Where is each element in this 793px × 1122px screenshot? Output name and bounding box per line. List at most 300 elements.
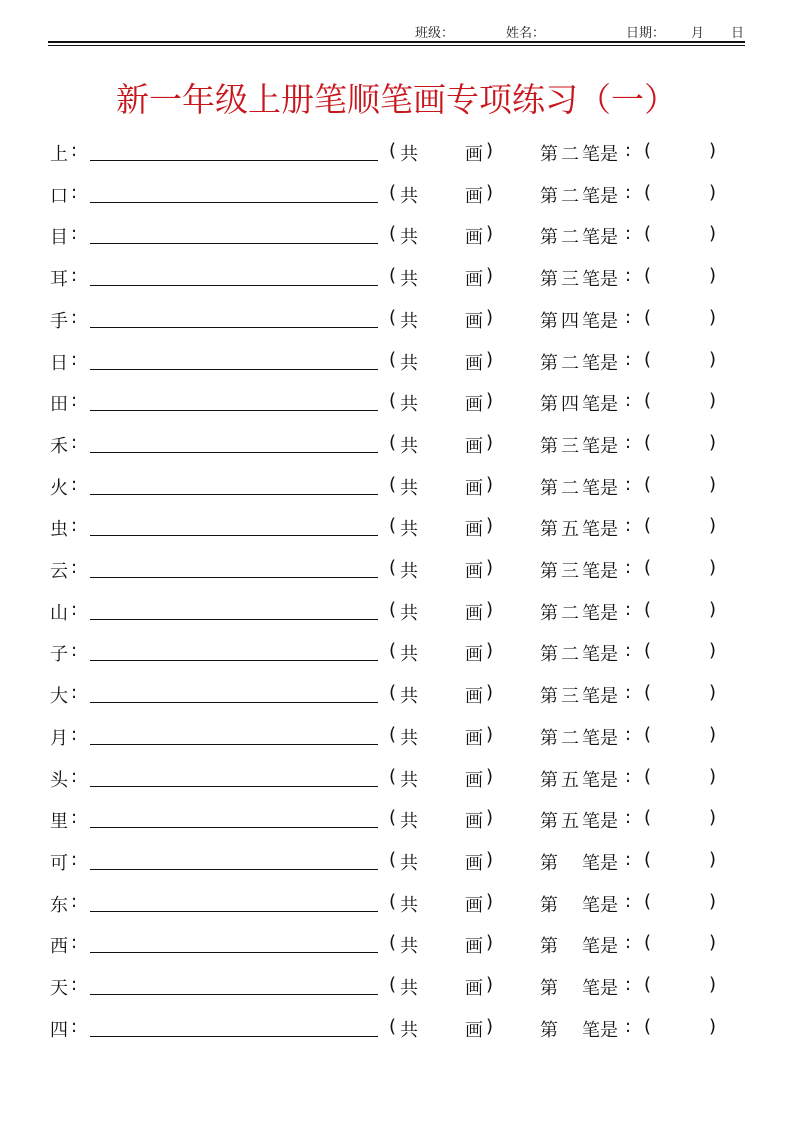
answer-colon: : [625, 890, 632, 912]
total-label: 共 [400, 561, 418, 582]
open-paren: ( [389, 140, 397, 161]
colon: : [71, 848, 78, 870]
character-label: 口 [50, 185, 68, 207]
answer-colon: : [625, 974, 632, 995]
exercise-row [0, 930, 793, 960]
answer-close-paren: ) [709, 223, 717, 245]
stroke-is-label: 笔是 [582, 811, 618, 833]
open-paren: ( [389, 598, 397, 620]
close-paren: ) [486, 598, 494, 620]
stroke-ordinal: 五 [561, 769, 579, 791]
open-paren: ( [389, 390, 397, 412]
exercise-row [0, 180, 793, 210]
nth-label: 第 [540, 1019, 558, 1041]
close-paren: ) [486, 557, 494, 578]
answer-close-paren: ) [709, 515, 717, 537]
colon: : [71, 765, 78, 787]
answer-colon: : [625, 848, 632, 870]
stroke-is-label: 笔是 [582, 519, 618, 541]
nth-label: 第 [540, 686, 558, 708]
open-paren: ( [389, 974, 397, 995]
answer-close-paren: ) [709, 890, 717, 912]
nth-label: 第 [540, 144, 558, 165]
stroke-order-blank[interactable] [90, 202, 378, 203]
stroke-ordinal: 二 [561, 144, 579, 165]
answer-open-paren: ( [644, 890, 652, 912]
nth-label: 第 [540, 227, 558, 249]
answer-close-paren: ) [709, 1015, 717, 1037]
open-paren: ( [389, 682, 397, 704]
answer-open-paren: ( [644, 223, 652, 245]
answer-close-paren: ) [709, 848, 717, 870]
character-label: 可 [50, 852, 68, 874]
answer-close-paren: ) [709, 265, 717, 287]
character-label: 东 [50, 894, 68, 916]
open-paren: ( [389, 848, 397, 870]
exercise-row [0, 138, 793, 168]
answer-close-paren: ) [709, 348, 717, 370]
stroke-ordinal: 五 [561, 519, 579, 541]
stroke-ordinal: 二 [561, 644, 579, 666]
colon: : [71, 598, 78, 620]
answer-close-paren: ) [709, 181, 717, 203]
total-label: 共 [400, 310, 418, 332]
stroke-ordinal: 二 [561, 727, 579, 749]
nth-label: 第 [540, 519, 558, 541]
colon: : [71, 890, 78, 912]
colon: : [71, 181, 78, 203]
stroke-order-blank[interactable] [90, 1036, 378, 1037]
open-paren: ( [389, 932, 397, 954]
close-paren: ) [486, 807, 494, 829]
strokes-label: 画 [465, 852, 483, 874]
answer-colon: : [625, 223, 632, 245]
stroke-order-blank[interactable] [90, 869, 378, 870]
total-label: 共 [400, 435, 418, 457]
character-label: 田 [50, 394, 68, 416]
stroke-is-label: 笔是 [582, 602, 618, 624]
exercise-row [0, 889, 793, 919]
close-paren: ) [486, 890, 494, 912]
exercise-row [0, 680, 793, 710]
colon: : [71, 807, 78, 829]
total-label: 共 [400, 144, 418, 165]
stroke-is-label: 笔是 [582, 144, 618, 165]
close-paren: ) [486, 932, 494, 954]
stroke-order-blank[interactable] [90, 952, 378, 953]
open-paren: ( [389, 765, 397, 787]
open-paren: ( [389, 473, 397, 495]
nth-label: 第 [540, 352, 558, 374]
answer-close-paren: ) [709, 140, 717, 161]
close-paren: ) [486, 223, 494, 245]
strokes-label: 画 [465, 936, 483, 958]
character-label: 里 [50, 811, 68, 833]
answer-open-paren: ( [644, 765, 652, 787]
answer-open-paren: ( [644, 557, 652, 578]
answer-colon: : [625, 557, 632, 578]
answer-close-paren: ) [709, 306, 717, 328]
close-paren: ) [486, 473, 494, 495]
stroke-ordinal: 二 [561, 227, 579, 249]
nth-label: 第 [540, 727, 558, 749]
stroke-is-label: 笔是 [582, 978, 618, 999]
stroke-order-blank[interactable] [90, 744, 378, 745]
colon: : [71, 306, 78, 328]
exercise-row [0, 1014, 793, 1044]
total-label: 共 [400, 477, 418, 499]
strokes-label: 画 [465, 310, 483, 332]
character-label: 手 [50, 310, 68, 332]
stroke-ordinal: 三 [561, 686, 579, 708]
stroke-ordinal: 二 [561, 352, 579, 374]
answer-colon: : [625, 807, 632, 829]
strokes-label: 画 [465, 352, 483, 374]
answer-colon: : [625, 640, 632, 662]
colon: : [71, 557, 78, 578]
stroke-is-label: 笔是 [582, 185, 618, 207]
stroke-is-label: 笔是 [582, 394, 618, 416]
total-label: 共 [400, 519, 418, 541]
answer-open-paren: ( [644, 431, 652, 453]
stroke-ordinal: 二 [561, 477, 579, 499]
total-label: 共 [400, 978, 418, 999]
stroke-order-blank[interactable] [90, 285, 378, 286]
open-paren: ( [389, 181, 397, 203]
answer-open-paren: ( [644, 140, 652, 161]
nth-label: 第 [540, 644, 558, 666]
character-label: 子 [50, 644, 68, 666]
close-paren: ) [486, 974, 494, 995]
character-label: 云 [50, 561, 68, 582]
open-paren: ( [389, 515, 397, 537]
strokes-label: 画 [465, 227, 483, 249]
character-label: 西 [50, 936, 68, 958]
close-paren: ) [486, 682, 494, 704]
nth-label: 第 [540, 269, 558, 291]
stroke-order-blank[interactable] [90, 452, 378, 453]
open-paren: ( [389, 557, 397, 578]
strokes-label: 画 [465, 602, 483, 624]
answer-close-paren: ) [709, 974, 717, 995]
strokes-label: 画 [465, 644, 483, 666]
page-title: 新一年级上册笔顺笔画专项练习（一） [116, 80, 677, 119]
close-paren: ) [486, 348, 494, 370]
character-label: 耳 [50, 269, 68, 291]
answer-open-paren: ( [644, 640, 652, 662]
character-label: 目 [50, 227, 68, 249]
open-paren: ( [389, 1015, 397, 1037]
answer-close-paren: ) [709, 431, 717, 453]
exercise-row [0, 805, 793, 835]
answer-close-paren: ) [709, 932, 717, 954]
answer-close-paren: ) [709, 682, 717, 704]
stroke-order-blank[interactable] [90, 911, 378, 912]
strokes-label: 画 [465, 894, 483, 916]
name-label: 姓名： [506, 26, 546, 41]
month-label: 月 [691, 26, 705, 41]
stroke-ordinal: 二 [561, 185, 579, 207]
strokes-label: 画 [465, 269, 483, 291]
stroke-is-label: 笔是 [582, 769, 618, 791]
answer-colon: : [625, 306, 632, 328]
nth-label: 第 [540, 561, 558, 582]
nth-label: 第 [540, 894, 558, 916]
colon: : [71, 932, 78, 954]
answer-open-paren: ( [644, 473, 652, 495]
stroke-order-blank[interactable] [90, 410, 378, 411]
answer-open-paren: ( [644, 807, 652, 829]
answer-open-paren: ( [644, 390, 652, 412]
close-paren: ) [486, 265, 494, 287]
stroke-order-blank[interactable] [90, 577, 378, 578]
close-paren: ) [486, 181, 494, 203]
total-label: 共 [400, 852, 418, 874]
character-label: 禾 [50, 435, 68, 457]
exercise-row [0, 972, 793, 1002]
open-paren: ( [389, 723, 397, 745]
colon: : [71, 682, 78, 704]
strokes-label: 画 [465, 144, 483, 165]
stroke-is-label: 笔是 [582, 561, 618, 582]
exercise-row [0, 513, 793, 543]
answer-colon: : [625, 1015, 632, 1037]
answer-colon: : [625, 348, 632, 370]
exercise-row [0, 638, 793, 668]
class-label: 班级： [415, 26, 455, 41]
close-paren: ) [486, 390, 494, 412]
character-label: 日 [50, 352, 68, 374]
total-label: 共 [400, 727, 418, 749]
stroke-ordinal: 五 [561, 811, 579, 833]
stroke-order-blank[interactable] [90, 660, 378, 661]
answer-colon: : [625, 140, 632, 161]
close-paren: ) [486, 765, 494, 787]
nth-label: 第 [540, 602, 558, 624]
answer-colon: : [625, 515, 632, 537]
stroke-is-label: 笔是 [582, 477, 618, 499]
exercise-row [0, 597, 793, 627]
stroke-is-label: 笔是 [582, 227, 618, 249]
answer-open-paren: ( [644, 515, 652, 537]
open-paren: ( [389, 431, 397, 453]
nth-label: 第 [540, 852, 558, 874]
stroke-order-blank[interactable] [90, 994, 378, 995]
answer-colon: : [625, 765, 632, 787]
answer-close-paren: ) [709, 765, 717, 787]
exercise-row [0, 305, 793, 335]
answer-colon: : [625, 723, 632, 745]
total-label: 共 [400, 352, 418, 374]
stroke-ordinal: 三 [561, 435, 579, 457]
exercise-row [0, 263, 793, 293]
total-label: 共 [400, 936, 418, 958]
stroke-order-blank[interactable] [90, 619, 378, 620]
stroke-is-label: 笔是 [582, 686, 618, 708]
strokes-label: 画 [465, 435, 483, 457]
colon: : [71, 348, 78, 370]
colon: : [71, 265, 78, 287]
colon: : [71, 723, 78, 745]
stroke-ordinal: 二 [561, 602, 579, 624]
stroke-is-label: 笔是 [582, 894, 618, 916]
strokes-label: 画 [465, 769, 483, 791]
day-label: 日 [731, 26, 745, 41]
stroke-order-blank[interactable] [90, 535, 378, 536]
total-label: 共 [400, 269, 418, 291]
total-label: 共 [400, 894, 418, 916]
total-label: 共 [400, 686, 418, 708]
stroke-is-label: 笔是 [582, 269, 618, 291]
stroke-ordinal: 三 [561, 269, 579, 291]
colon: : [71, 390, 78, 412]
answer-colon: : [625, 181, 632, 203]
nth-label: 第 [540, 477, 558, 499]
answer-colon: : [625, 431, 632, 453]
stroke-order-blank[interactable] [90, 786, 378, 787]
stroke-order-blank[interactable] [90, 160, 378, 161]
answer-open-paren: ( [644, 181, 652, 203]
answer-open-paren: ( [644, 348, 652, 370]
strokes-label: 画 [465, 561, 483, 582]
close-paren: ) [486, 140, 494, 161]
close-paren: ) [486, 848, 494, 870]
close-paren: ) [486, 1015, 494, 1037]
answer-close-paren: ) [709, 557, 717, 578]
character-label: 大 [50, 686, 68, 708]
answer-close-paren: ) [709, 640, 717, 662]
stroke-order-blank[interactable] [90, 827, 378, 828]
exercise-row [0, 555, 793, 585]
stroke-order-blank[interactable] [90, 243, 378, 244]
header [48, 0, 745, 42]
close-paren: ) [486, 723, 494, 745]
colon: : [71, 223, 78, 245]
open-paren: ( [389, 223, 397, 245]
exercise-row [0, 764, 793, 794]
answer-open-paren: ( [644, 932, 652, 954]
stroke-order-blank[interactable] [90, 494, 378, 495]
stroke-is-label: 笔是 [582, 936, 618, 958]
answer-colon: : [625, 598, 632, 620]
total-label: 共 [400, 185, 418, 207]
open-paren: ( [389, 265, 397, 287]
answer-open-paren: ( [644, 1015, 652, 1037]
nth-label: 第 [540, 310, 558, 332]
character-label: 头 [50, 769, 68, 791]
close-paren: ) [486, 515, 494, 537]
stroke-is-label: 笔是 [582, 352, 618, 374]
answer-colon: : [625, 473, 632, 495]
exercise-row [0, 472, 793, 502]
stroke-is-label: 笔是 [582, 310, 618, 332]
strokes-label: 画 [465, 686, 483, 708]
answer-colon: : [625, 932, 632, 954]
total-label: 共 [400, 227, 418, 249]
stroke-is-label: 笔是 [582, 852, 618, 874]
colon: : [71, 640, 78, 662]
strokes-label: 画 [465, 519, 483, 541]
nth-label: 第 [540, 978, 558, 999]
exercise-row [0, 847, 793, 877]
answer-colon: : [625, 265, 632, 287]
stroke-is-label: 笔是 [582, 727, 618, 749]
date-label: 日期： [626, 26, 666, 41]
character-label: 月 [50, 727, 68, 749]
exercise-row [0, 388, 793, 418]
strokes-label: 画 [465, 1019, 483, 1041]
strokes-label: 画 [465, 811, 483, 833]
open-paren: ( [389, 348, 397, 370]
answer-colon: : [625, 682, 632, 704]
stroke-is-label: 笔是 [582, 1019, 618, 1041]
nth-label: 第 [540, 936, 558, 958]
exercise-row [0, 722, 793, 752]
answer-close-paren: ) [709, 598, 717, 620]
character-label: 虫 [50, 519, 68, 541]
total-label: 共 [400, 602, 418, 624]
character-label: 天 [50, 978, 68, 999]
strokes-label: 画 [465, 477, 483, 499]
strokes-label: 画 [465, 394, 483, 416]
answer-close-paren: ) [709, 723, 717, 745]
stroke-order-blank[interactable] [90, 369, 378, 370]
nth-label: 第 [540, 185, 558, 207]
total-label: 共 [400, 811, 418, 833]
stroke-is-label: 笔是 [582, 644, 618, 666]
character-label: 火 [50, 477, 68, 499]
answer-close-paren: ) [709, 807, 717, 829]
nth-label: 第 [540, 394, 558, 416]
open-paren: ( [389, 640, 397, 662]
nth-label: 第 [540, 435, 558, 457]
answer-close-paren: ) [709, 390, 717, 412]
header-divider-thin [48, 45, 745, 46]
nth-label: 第 [540, 811, 558, 833]
answer-open-paren: ( [644, 598, 652, 620]
answer-open-paren: ( [644, 848, 652, 870]
stroke-order-blank[interactable] [90, 327, 378, 328]
open-paren: ( [389, 890, 397, 912]
total-label: 共 [400, 769, 418, 791]
stroke-ordinal: 四 [561, 394, 579, 416]
character-label: 上 [50, 144, 68, 165]
nth-label: 第 [540, 769, 558, 791]
open-paren: ( [389, 807, 397, 829]
character-label: 山 [50, 602, 68, 624]
strokes-label: 画 [465, 185, 483, 207]
total-label: 共 [400, 644, 418, 666]
close-paren: ) [486, 306, 494, 328]
colon: : [71, 1015, 78, 1037]
colon: : [71, 140, 78, 161]
exercise-row [0, 347, 793, 377]
close-paren: ) [486, 640, 494, 662]
answer-open-paren: ( [644, 265, 652, 287]
colon: : [71, 473, 78, 495]
answer-close-paren: ) [709, 473, 717, 495]
stroke-is-label: 笔是 [582, 435, 618, 457]
strokes-label: 画 [465, 978, 483, 999]
exercise-row [0, 430, 793, 460]
stroke-order-blank[interactable] [90, 702, 378, 703]
colon: : [71, 431, 78, 453]
answer-open-paren: ( [644, 682, 652, 704]
stroke-ordinal: 四 [561, 310, 579, 332]
total-label: 共 [400, 394, 418, 416]
answer-open-paren: ( [644, 723, 652, 745]
answer-open-paren: ( [644, 306, 652, 328]
